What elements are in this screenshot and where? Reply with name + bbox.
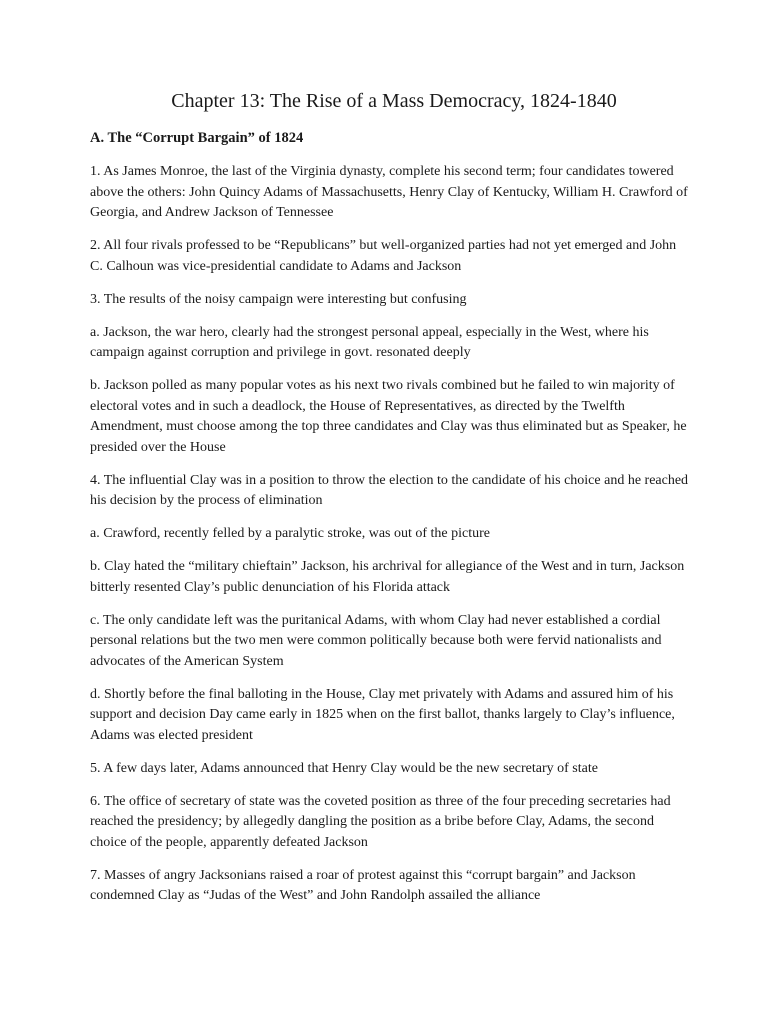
page-title: Chapter 13: The Rise of a Mass Democracy, 1824-1840 [171, 90, 617, 112]
paragraph-3: 3. The results of the noisy campaign were interesting but confusing [90, 291, 467, 307]
paragraph-5: 5. A few days later, Adams announced that Henry Clay would be the new secretary of state [90, 760, 598, 776]
paragraph-6: 6. The office of secretary of state was the coveted position as three of the four preceding secretaries had reached the presidency; by allegedly dangling the position as a bribe before Clay, Adams, the second choice of the people, apparently defeated Jackson [90, 793, 671, 850]
paragraph-4a: a. Crawford, recently felled by a paralytic stroke, was out of the picture [90, 526, 491, 541]
section-heading: A. The “Corrupt Bargain” of 1824 [90, 130, 304, 146]
paragraph-4b: b. Clay hated the “military chieftain” Jackson, his archrival for allegiance of the West and in turn, Jackson bitterly resented Clay’s public denunciation of his Florida attack [90, 559, 685, 595]
paragraph-4: 4. The influential Clay was in a position to throw the election to the candidate of his choice and he reached his decision by the process of elimination [90, 472, 689, 508]
paragraph-3b: b. Jackson polled as many popular votes as his next two rivals combined but he failed to win majority of electoral votes and in such a deadlock, the House of Representatives, as directed by the Twelfth Amendment, must choose among the top three candidates and Clay was thus eliminated but as Speaker, he presided over the House [90, 378, 687, 455]
document-page [90, 90, 690, 919]
paragraph-3a: a. Jackson, the war hero, clearly had the strongest personal appeal, especially in the West, where his campaign against corruption and privilege in govt. resonated deeply [90, 324, 649, 360]
paragraph-2: 2. All four rivals professed to be “Republicans” but well-organized parties had not yet emerged and John C. Calhoun was vice-presidential candidate to Adams and Jackson [90, 238, 677, 274]
paragraph-7: 7. Masses of angry Jacksonians raised a roar of protest against this “corrupt bargain” and Jackson condemned Clay as “Judas of the West” and John Randolph assailed the alliance [90, 867, 636, 903]
paragraph-1: 1. As James Monroe, the last of the Virginia dynasty, complete his second term; four candidates towered above the others: John Quincy Adams of Massachusetts, Henry Clay of Kentucky, William H. Crawford of Georgia, and Andrew Jackson of Tennessee [90, 164, 688, 220]
paragraph-4d: d. Shortly before the final balloting in the House, Clay met privately with Adams and assured him of his support and decision Day came early in 1825 when on the first ballot, thanks largely to Clay’s influence, Adams was elected president [90, 686, 675, 743]
paragraph-4c: c. The only candidate left was the puritanical Adams, with whom Clay had never established a cordial personal relations but the two men were common politically because both were fervid nationalists and advocates of the American System [90, 612, 662, 669]
